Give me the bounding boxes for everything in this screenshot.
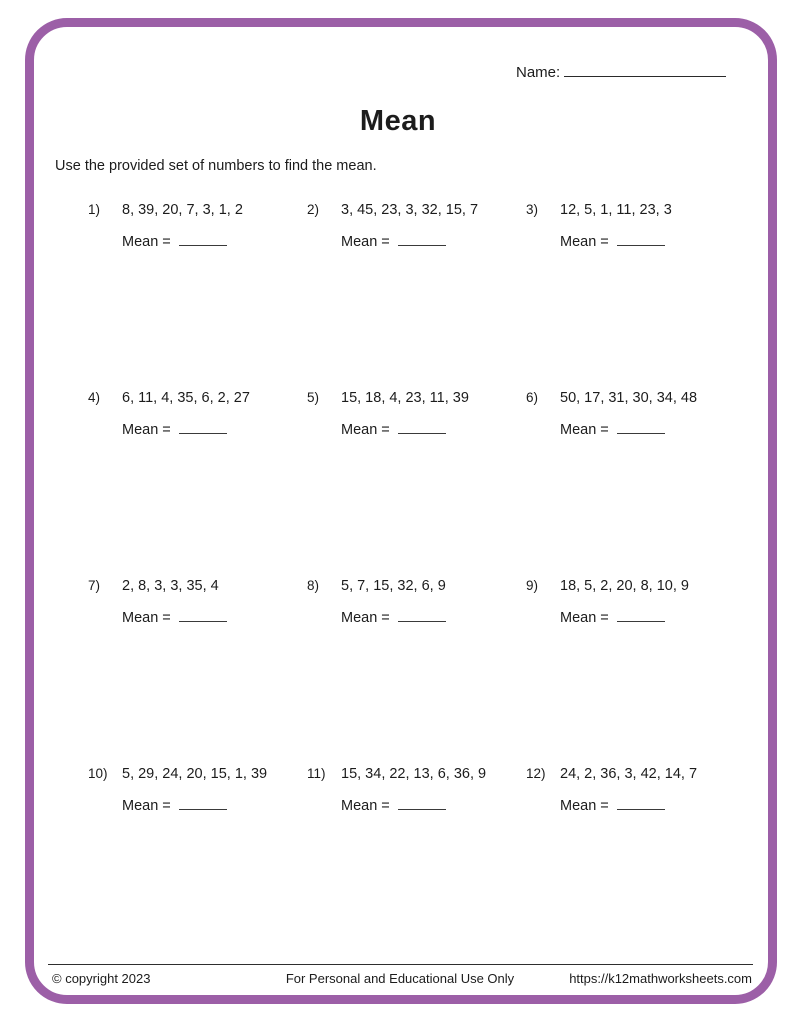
mean-label: Mean = <box>122 798 171 814</box>
mean-label: Mean = <box>560 798 609 814</box>
problem-line <box>307 764 526 784</box>
mean-label: Mean = <box>122 422 171 438</box>
answer-blank-line[interactable] <box>179 792 227 810</box>
problem <box>307 200 526 388</box>
answer-blank-line[interactable] <box>179 604 227 622</box>
page-title: Mean <box>359 105 437 137</box>
problem <box>307 388 526 576</box>
mean-line <box>560 792 748 816</box>
problem-number: 7) <box>88 578 101 593</box>
instruction-text: Use the provided set of numbers to find the mean. <box>55 158 377 174</box>
mean-line <box>122 228 307 252</box>
number-set: 18, 5, 2, 20, 8, 10, 9 <box>560 578 689 594</box>
answer-blank-line[interactable] <box>398 416 446 434</box>
footer-divider <box>48 964 753 965</box>
problem-number: 1) <box>88 202 101 217</box>
problem <box>526 388 748 576</box>
mean-label: Mean = <box>341 610 390 626</box>
footer-url[interactable]: https://k12mathworksheets.com <box>569 971 752 986</box>
mean-label: Mean = <box>560 422 609 438</box>
number-set: 2, 8, 3, 3, 35, 4 <box>122 578 219 594</box>
problem-line <box>526 388 748 408</box>
mean-line <box>341 604 526 628</box>
problem-line <box>88 764 307 784</box>
mean-line <box>122 792 307 816</box>
problem-line <box>307 576 526 596</box>
answer-blank-line[interactable] <box>398 792 446 810</box>
mean-label: Mean = <box>122 610 171 626</box>
problem-number: 11) <box>307 766 326 781</box>
number-set: 3, 45, 23, 3, 32, 15, 7 <box>341 202 479 218</box>
problem <box>526 764 748 952</box>
footer-usage-note: For Personal and Educational Use Only <box>285 971 515 986</box>
problem-line <box>307 200 526 220</box>
problem-number: 3) <box>526 202 539 217</box>
problem <box>307 764 526 952</box>
problem-line <box>526 764 748 784</box>
problem-number: 5) <box>307 390 320 405</box>
mean-label: Mean = <box>341 422 390 438</box>
mean-line <box>341 792 526 816</box>
answer-blank-line[interactable] <box>617 604 665 622</box>
problem-line <box>88 576 307 596</box>
number-set: 5, 7, 15, 32, 6, 9 <box>341 578 446 594</box>
problem <box>526 200 748 388</box>
answer-blank-line[interactable] <box>617 228 665 246</box>
problem-line <box>307 388 526 408</box>
number-set: 5, 29, 24, 20, 15, 1, 39 <box>122 766 268 782</box>
mean-line <box>341 416 526 440</box>
problem-number: 9) <box>526 578 539 593</box>
number-set: 6, 11, 4, 35, 6, 2, 27 <box>122 390 250 406</box>
problems-grid <box>88 200 760 952</box>
answer-blank-line[interactable] <box>398 604 446 622</box>
problem-line <box>526 200 748 220</box>
problem <box>88 764 307 952</box>
mean-line <box>122 604 307 628</box>
footer-copyright: © copyright 2023 <box>52 971 151 986</box>
answer-blank-line[interactable] <box>617 416 665 434</box>
name-label: Name: <box>516 64 561 81</box>
mean-label: Mean = <box>341 798 390 814</box>
mean-line <box>560 416 748 440</box>
name-blank-line[interactable] <box>564 61 726 77</box>
problem-line <box>88 388 307 408</box>
mean-line <box>560 228 748 252</box>
mean-label: Mean = <box>341 234 390 250</box>
mean-label: Mean = <box>560 610 609 626</box>
problem-number: 8) <box>307 578 320 593</box>
problem <box>88 200 307 388</box>
mean-line <box>560 604 748 628</box>
name-field <box>516 61 726 81</box>
problem <box>526 576 748 764</box>
number-set: 12, 5, 1, 11, 23, 3 <box>560 202 672 218</box>
problem-line <box>88 200 307 220</box>
number-set: 24, 2, 36, 3, 42, 14, 7 <box>560 766 698 782</box>
mean-line <box>341 228 526 252</box>
problem-number: 2) <box>307 202 320 217</box>
number-set: 15, 18, 4, 23, 11, 39 <box>341 390 469 406</box>
mean-label: Mean = <box>122 234 171 250</box>
problem-line <box>526 576 748 596</box>
problem <box>307 576 526 764</box>
number-set: 50, 17, 31, 30, 34, 48 <box>560 390 698 406</box>
problem <box>88 576 307 764</box>
problem-number: 12) <box>526 766 546 781</box>
number-set: 8, 39, 20, 7, 3, 1, 2 <box>122 202 243 218</box>
problem <box>88 388 307 576</box>
number-set: 15, 34, 22, 13, 6, 36, 9 <box>341 766 487 782</box>
answer-blank-line[interactable] <box>179 416 227 434</box>
problem-number: 10) <box>88 766 108 781</box>
mean-label: Mean = <box>560 234 609 250</box>
problem-number: 4) <box>88 390 101 405</box>
answer-blank-line[interactable] <box>398 228 446 246</box>
answer-blank-line[interactable] <box>179 228 227 246</box>
answer-blank-line[interactable] <box>617 792 665 810</box>
problem-number: 6) <box>526 390 539 405</box>
mean-line <box>122 416 307 440</box>
